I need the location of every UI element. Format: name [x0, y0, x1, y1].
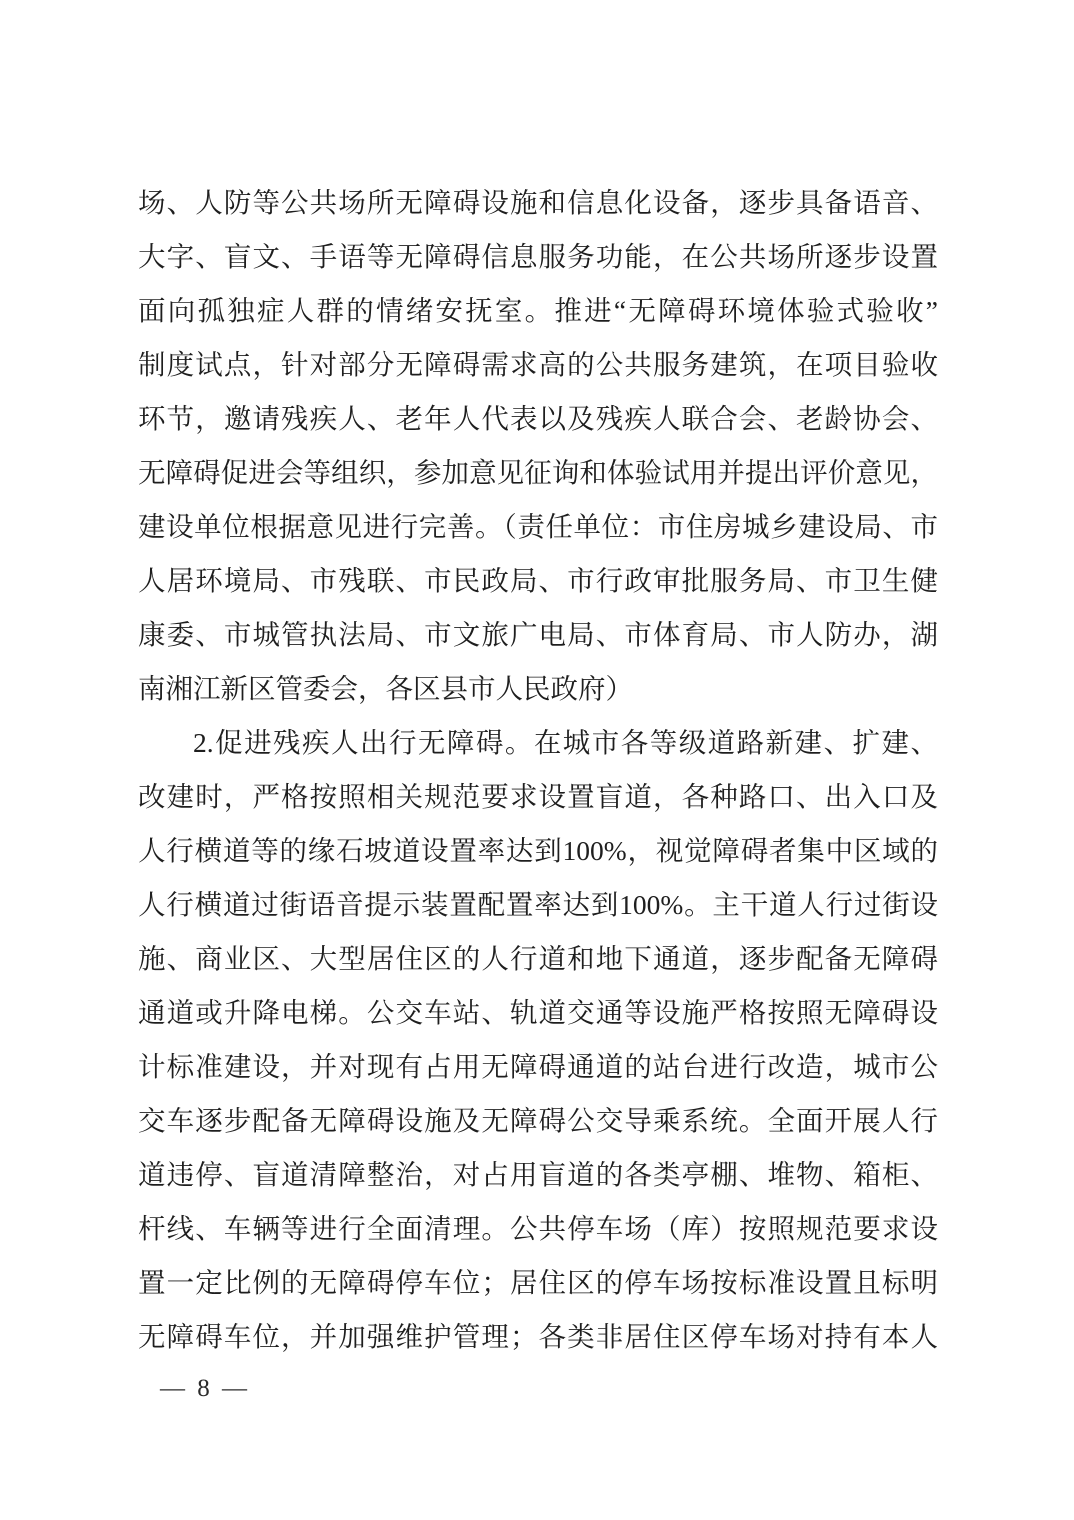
text-line: 无障碍车位，并加强维护管理；各类非居住区停车场对持有本人	[138, 1321, 938, 1352]
text-line: 道违停、盲道清障整治，对占用盲道的各类亭棚、堆物、箱柜、	[138, 1159, 938, 1190]
page-number: — 8 —	[160, 1375, 250, 1402]
text-line: 南湘江新区管委会，各区县市人民政府）	[138, 673, 633, 704]
text-line: 人行横道过街语音提示装置配置率达到100%。主干道人行过街设	[138, 889, 938, 920]
document-body	[138, 176, 938, 1364]
text-line: 无障碍促进会等组织，参加意见征询和体验试用并提出评价意见，	[138, 457, 938, 488]
text-line: 康委、市城管执法局、市文旅广电局、市体育局、市人防办，湖	[138, 619, 938, 650]
text-line: 人居环境局、市残联、市民政局、市行政审批服务局、市卫生健	[138, 565, 938, 596]
text-line: 2.促进残疾人出行无障碍。在城市各等级道路新建、扩建、	[193, 727, 938, 758]
text-line: 建设单位根据意见进行完善。（责任单位：市住房城乡建设局、市	[138, 511, 938, 542]
text-line: 通道或升降电梯。公交车站、轨道交通等设施严格按照无障碍设	[138, 997, 938, 1028]
text-line: 杆线、车辆等进行全面清理。公共停车场（库）按照规范要求设	[138, 1213, 938, 1244]
text-line: 计标准建设，并对现有占用无障碍通道的站台进行改造，城市公	[138, 1051, 938, 1082]
text-line: 大字、盲文、手语等无障碍信息服务功能，在公共场所逐步设置	[138, 241, 938, 272]
text-line: 环节，邀请残疾人、老年人代表以及残疾人联合会、老龄协会、	[138, 403, 938, 434]
text-line: 置一定比例的无障碍停车位；居住区的停车场按标准设置且标明	[138, 1267, 938, 1298]
text-line: 制度试点，针对部分无障碍需求高的公共服务建筑，在项目验收	[138, 349, 938, 380]
text-line: 面向孤独症人群的情绪安抚室。推进“无障碍环境体验式验收”	[138, 295, 938, 326]
text-line: 改建时，严格按照相关规范要求设置盲道，各种路口、出入口及	[138, 781, 938, 812]
text-line: 场、人防等公共场所无障碍设施和信息化设备，逐步具备语音、	[138, 187, 938, 218]
text-line: 交车逐步配备无障碍设施及无障碍公交导乘系统。全面开展人行	[138, 1105, 938, 1136]
text-line: 施、商业区、大型居住区的人行道和地下通道，逐步配备无障碍	[138, 943, 938, 974]
text-line: 人行横道等的缘石坡道设置率达到100%，视觉障碍者集中区域的	[138, 835, 938, 866]
